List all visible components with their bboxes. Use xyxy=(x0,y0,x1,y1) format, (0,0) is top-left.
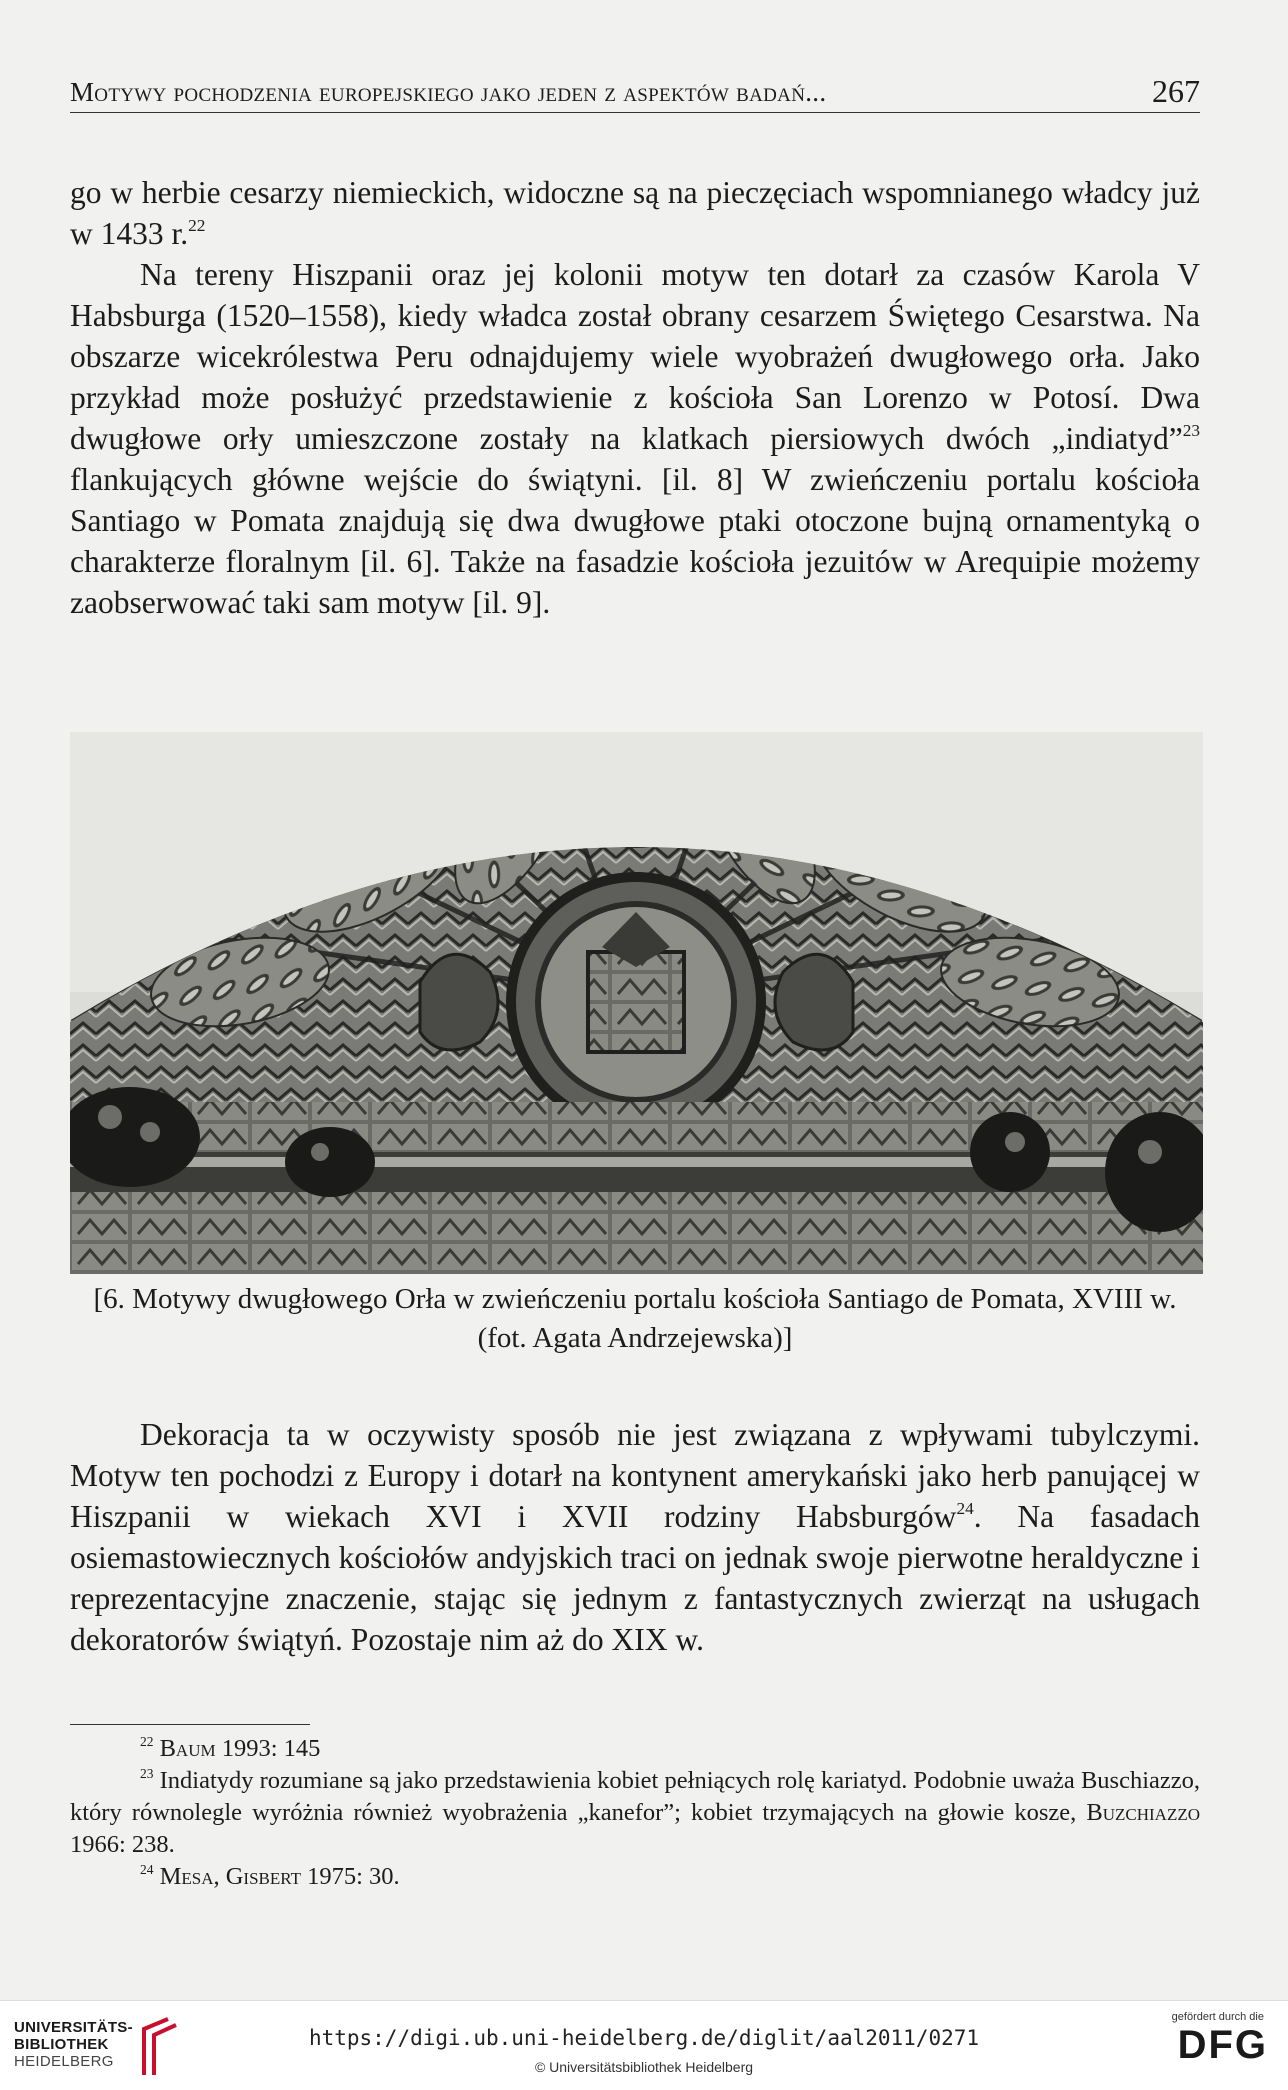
footnote-22: $^{22}$ Baum 1993: 145 xyxy=(140,1733,321,1762)
footnote-ref-23[interactable]: 23 xyxy=(1182,421,1200,441)
viewer-footer-bar xyxy=(0,2000,1288,2090)
running-title: Motywy pochodzenia europejskiego jako jeden z aspektów badań... xyxy=(70,77,827,107)
footnote-ref-22[interactable]: 22 xyxy=(188,216,206,236)
running-head xyxy=(70,72,1200,113)
paragraph-3: Dekoracja ta w oczywisty sposób nie jest związana z wpływami tubylczymi. Motyw ten pochodzi z Europy i dotarł na kontynent amerykański jako herb panującej w Hiszpanii w wiekach XVI i XVII rodziny Habsburgów$^{24}$. Na fasadach osiemastowiecznych kościołów andyjskich traci on jednak swoje pierwotne heraldyczne i reprezentacyjne znaczenie, stając się jednym z fantastycznych zwierząt na usługach dekoratorów świątyń. Pozostaje nim aż do XIX w. xyxy=(70,1417,1201,1657)
footnote-divider xyxy=(70,1724,310,1725)
footnotes xyxy=(70,1733,1200,1893)
figure-caption: [6. Motywy dwugłowego Orła w zwieńczeniu portalu kościoła Santiago de Pomata, XVIII w. (fot. Agata Andrzejewska)] xyxy=(93,1283,1177,1354)
footnote-23: $^{23}$ Indiatydy rozumiane są jako przedstawienia kobiet pełniących rolę kariatyd. Podobnie uważa Buschiazzo, który równolegle wyróżnia również wyobrażenia „kanefor”; kobiet trzymających na głowie kosze, Buzchiazzo 1966: 238. xyxy=(70,1765,1200,1858)
paragraph-2: Na tereny Hiszpanii oraz jej kolonii motyw ten dotarł za czasów Karola V Habsburga (1520–1558), kiedy władca został obrany cesarzem Świętego Cesarstwa. Na obszarze wicekrólestwa Peru odnajdujemy wiele wyobrażeń dwugłowego orła. Jako przykład może posłużyć przedstawienie z kościoła San Lorenzo w Potosí. Dwa dwugłowe orły umieszczone zostały na klatkach piersiowych dwóch „indiatyd”$^{23}$ flankujących główne wejście do świątyni. [il. 8] W zwieńczeniu portalu kościoła Santiago w Pomata znajdują się dwa dwugłowe ptaki otoczone bujną ornamentyką o charakterze floralnym [il. 6]. Także na fasadzie kościoła jezuitów w Arequipie możemy zaobserwować taki sam motyw [il. 9]. xyxy=(70,257,1200,620)
portal-tympanum-image xyxy=(70,732,1203,1274)
body-text-bottom xyxy=(70,1414,1200,1660)
copyright-notice: © Universitätsbibliothek Heidelberg xyxy=(534,2059,754,2075)
dfg-logo[interactable]: gefördert durch die DFG xyxy=(1171,2011,1268,2067)
paragraph-1: go w herbie cesarzy niemieckich, widoczne są na pieczęciach wspomnianego władcy już w 1433 r.$^{22}$ xyxy=(70,175,1200,251)
permalink-url[interactable]: https://digi.ub.uni-heidelberg.de/diglit/aal2011/0271 xyxy=(308,2026,980,2050)
footnote-24: $^{24}$ Mesa, Gisbert 1975: 30. xyxy=(140,1861,400,1890)
library-logo[interactable]: UNIVERSITÄTS- BIBLIOTHEK HEIDELBERG xyxy=(14,2019,133,2070)
footnote-ref-24[interactable]: 24 xyxy=(956,1499,974,1519)
page-number: 267 xyxy=(1152,73,1200,109)
figure-portal-photo xyxy=(70,732,1203,1274)
body-text-top xyxy=(70,172,1200,623)
